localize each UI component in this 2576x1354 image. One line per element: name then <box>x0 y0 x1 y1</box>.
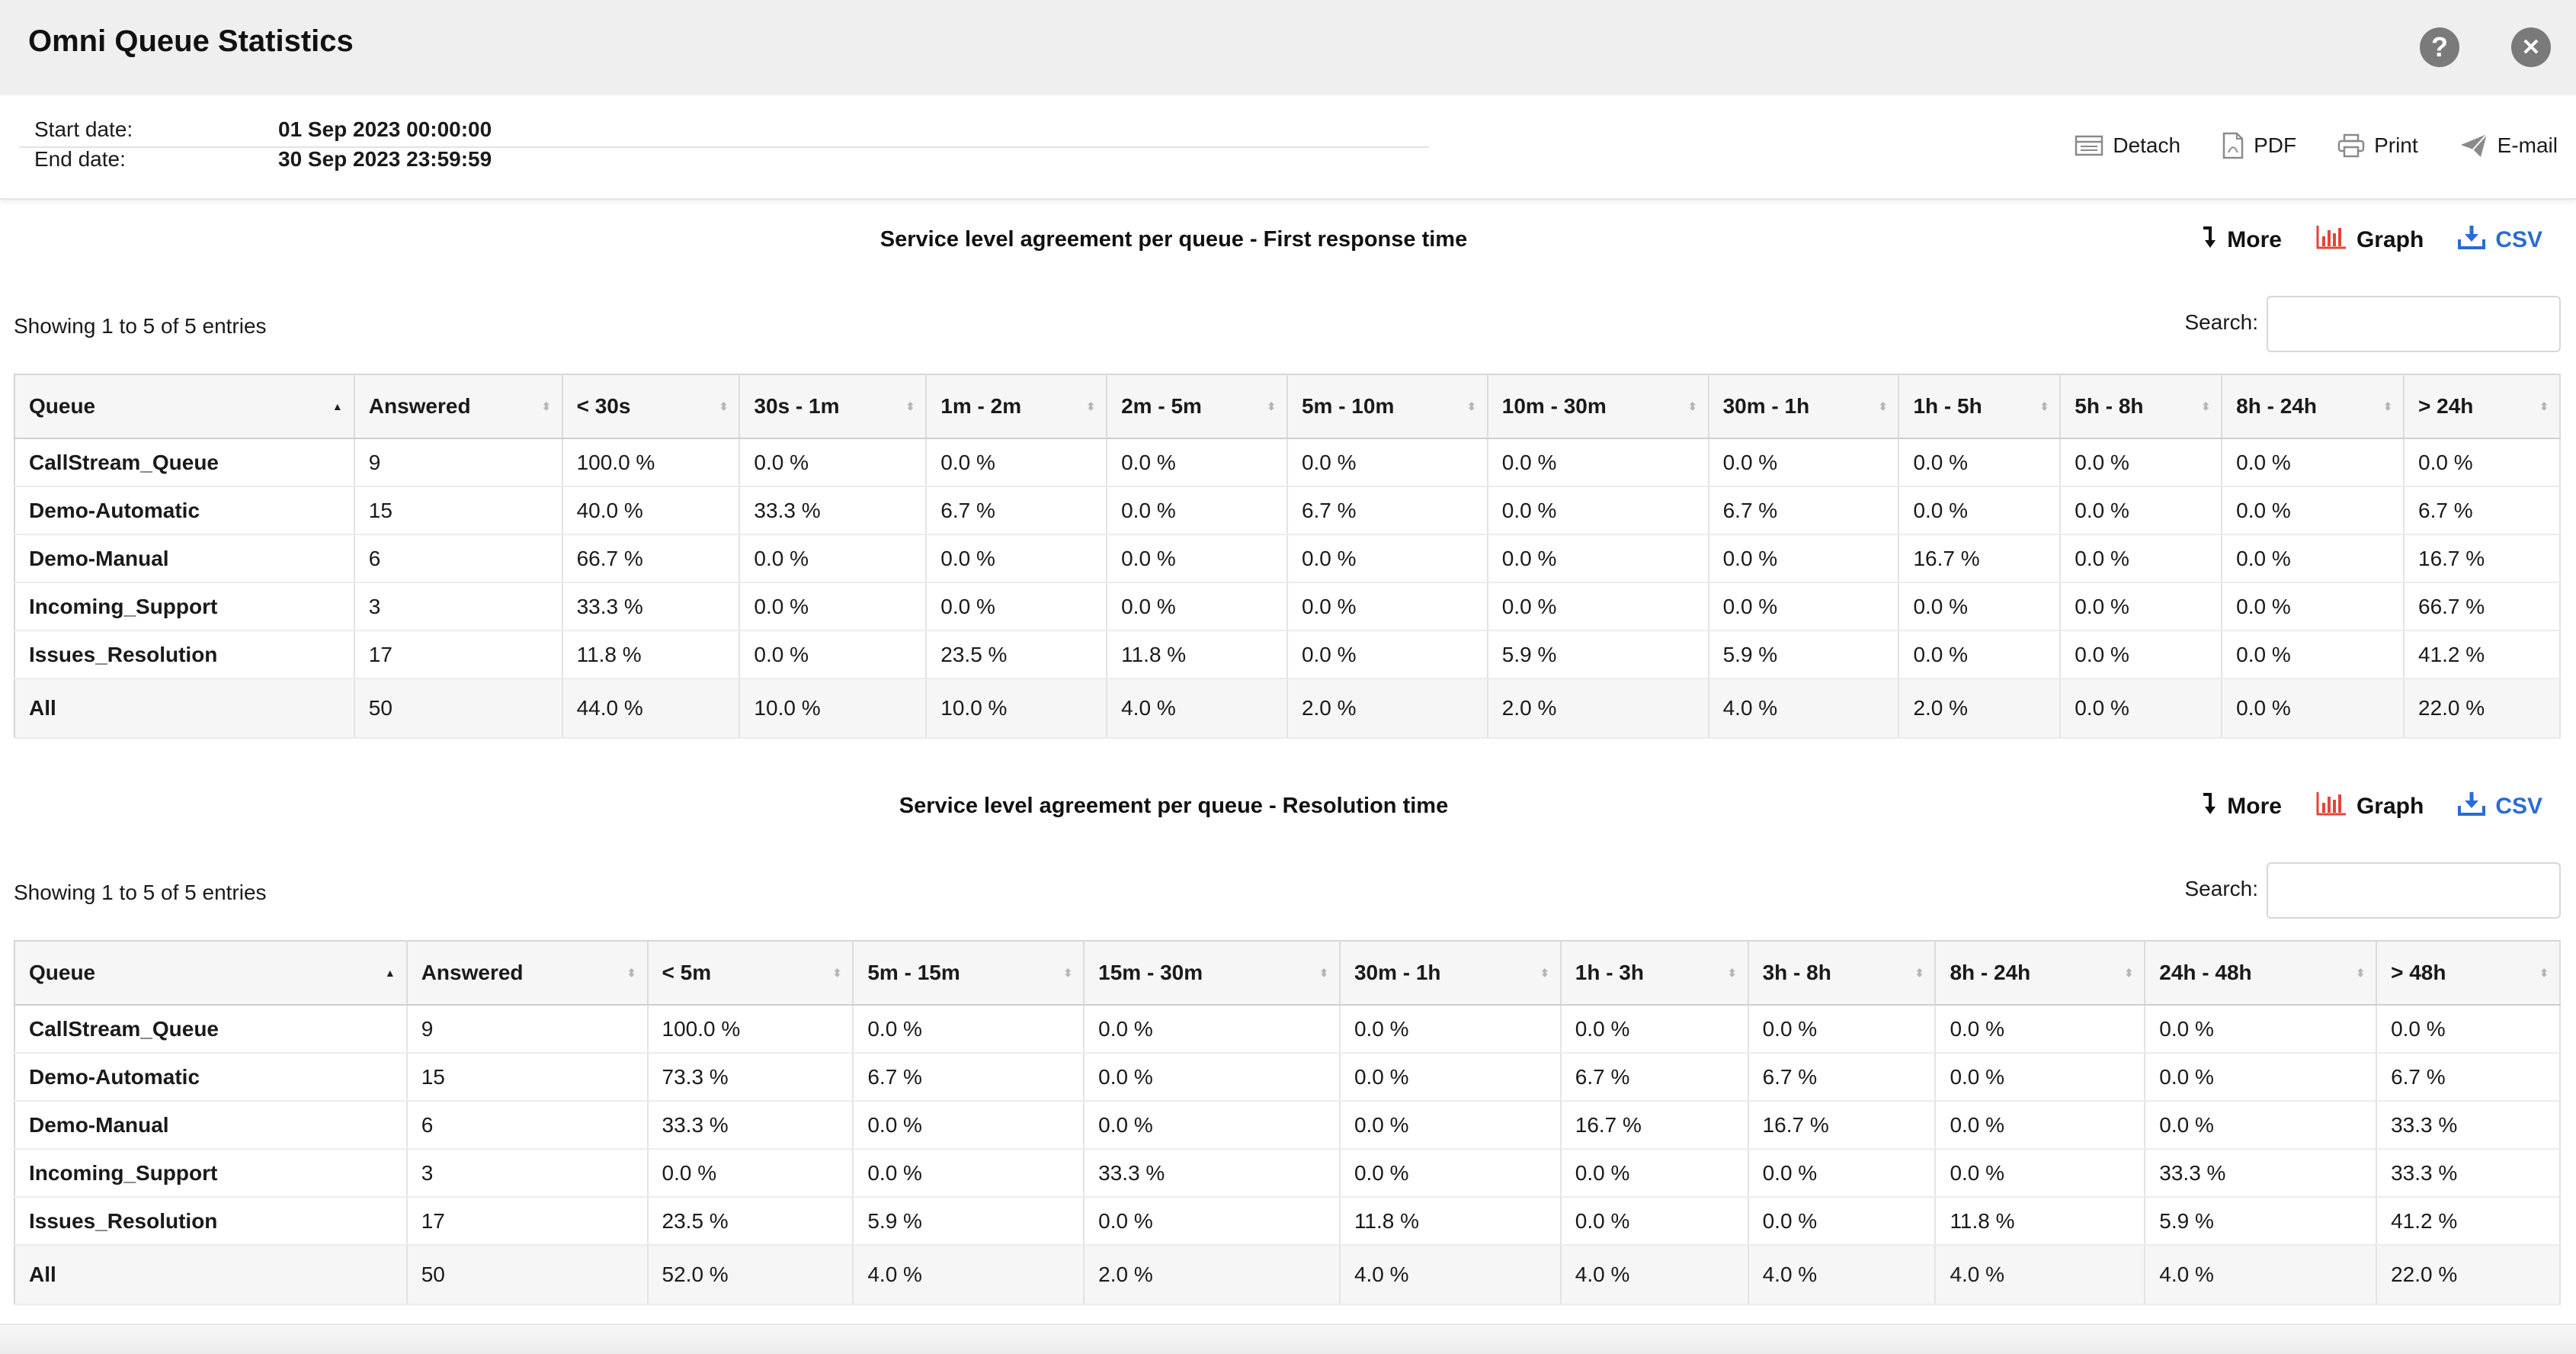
date-range-header <box>0 95 2576 200</box>
queue-name-cell: CallStream_Queue <box>14 438 354 486</box>
table-cell: 0.0 % <box>2060 582 2222 630</box>
table-cell: 33.3 % <box>2376 1149 2560 1197</box>
table-cell: 33.3 % <box>1084 1149 1340 1197</box>
table-cell: 5.9 % <box>1488 630 1709 679</box>
csv-label: CSV <box>2495 227 2542 252</box>
search-label: Search: <box>2184 310 2258 334</box>
graph-button[interactable] <box>2315 224 2424 256</box>
column-header[interactable] <box>562 374 740 438</box>
table-cell: 0.0 % <box>853 1149 1084 1197</box>
column-header[interactable] <box>2145 941 2376 1005</box>
queue-name-cell: Issues_Resolution <box>14 630 354 679</box>
search-input[interactable] <box>2267 296 2561 352</box>
pdf-button[interactable] <box>2222 132 2296 159</box>
queue-name-cell: Demo-Manual <box>14 1101 407 1149</box>
send-icon <box>2459 133 2488 159</box>
sort-icon: ⬍ <box>1878 400 1888 412</box>
resolution-table <box>14 940 2561 1305</box>
table-cell: 0.0 % <box>1287 582 1488 630</box>
column-header[interactable] <box>1287 374 1488 438</box>
email-label: E-mail <box>2497 133 2558 157</box>
queue-name-cell: Demo-Manual <box>14 534 354 582</box>
queue-name-cell: Incoming_Support <box>14 582 354 630</box>
table-cell: 73.3 % <box>648 1053 854 1101</box>
table-cell: 0.0 % <box>1084 1197 1340 1245</box>
table-cell: 16.7 % <box>1561 1101 1748 1149</box>
column-header-label: 5m - 10m <box>1301 394 1395 418</box>
total-cell: 4.0 % <box>1935 1245 2145 1304</box>
column-header-label: 3h - 8h <box>1762 961 1831 984</box>
divider <box>19 146 1429 148</box>
sort-icon: ⬍ <box>626 967 636 979</box>
table-cell: 0.0 % <box>2222 630 2404 679</box>
column-header[interactable] <box>1488 374 1709 438</box>
table-cell: 16.7 % <box>2404 534 2560 582</box>
total-cell: 50 <box>407 1245 648 1304</box>
sort-ascending-icon: ▲ <box>384 967 396 979</box>
bar-chart-icon <box>2315 791 2347 823</box>
column-header-label: 8h - 24h <box>2236 394 2317 418</box>
table-total-row <box>14 1245 2560 1304</box>
sort-icon: ⬍ <box>1319 967 1328 979</box>
total-cell: 0.0 % <box>2060 679 2222 738</box>
queue-name-cell: Demo-Automatic <box>14 1053 407 1101</box>
title-bar <box>0 0 2576 95</box>
column-header-label: 5m - 15m <box>867 961 960 984</box>
column-header-label: < 5m <box>662 961 712 984</box>
table-cell: 0.0 % <box>1287 534 1488 582</box>
table-cell: 0.0 % <box>926 438 1107 486</box>
table-row <box>14 582 2560 630</box>
table-cell: 6.7 % <box>926 486 1107 534</box>
table-cell: 6 <box>354 534 562 582</box>
table-cell: 0.0 % <box>739 582 926 630</box>
table-cell: 15 <box>407 1053 648 1101</box>
column-header-label: 5h - 8h <box>2075 394 2144 418</box>
table-cell: 0.0 % <box>1898 438 2060 486</box>
table-cell: 0.0 % <box>1287 630 1488 679</box>
pdf-label: PDF <box>2254 133 2297 157</box>
more-label: More <box>2227 794 2282 819</box>
column-header-label: 30s - 1m <box>754 394 840 418</box>
total-cell: 10.0 % <box>926 679 1107 738</box>
sort-icon: ⬍ <box>1540 967 1549 979</box>
download-icon <box>2457 224 2486 256</box>
table-cell: 0.0 % <box>926 582 1107 630</box>
more-button[interactable] <box>2201 791 2282 823</box>
start-date-label: Start date: <box>34 117 133 141</box>
total-cell: 2.0 % <box>1898 679 2060 738</box>
arrow-down-icon <box>2201 791 2218 822</box>
entries-info: Showing 1 to 5 of 5 entries <box>14 314 267 338</box>
table-cell: 5.9 % <box>853 1197 1084 1245</box>
table-cell: 11.8 % <box>562 630 740 679</box>
column-header-label: Queue <box>29 394 96 418</box>
table-cell: 0.0 % <box>648 1149 854 1197</box>
table-cell: 0.0 % <box>853 1101 1084 1149</box>
table-header-row <box>14 374 2560 438</box>
table-cell: 0.0 % <box>1107 486 1287 534</box>
column-header[interactable] <box>926 374 1107 438</box>
search-input[interactable] <box>2267 862 2561 919</box>
table-cell: 5.9 % <box>2145 1197 2376 1245</box>
bar-chart-icon <box>2315 224 2347 256</box>
queue-name-cell: CallStream_Queue <box>14 1005 407 1053</box>
more-button[interactable] <box>2201 224 2282 256</box>
total-cell: 50 <box>354 679 562 738</box>
table-cell: 0.0 % <box>1340 1149 1561 1197</box>
start-date-value: 01 Sep 2023 00:00:00 <box>278 117 492 141</box>
sort-icon: ⬍ <box>2383 400 2392 412</box>
table-cell: 40.0 % <box>562 486 740 534</box>
download-icon <box>2457 791 2486 823</box>
table-cell: 0.0 % <box>2145 1005 2376 1053</box>
column-header[interactable] <box>1709 374 1899 438</box>
table-cell: 33.3 % <box>2376 1101 2560 1149</box>
table-cell: 0.0 % <box>1340 1053 1561 1101</box>
total-cell: 4.0 % <box>1748 1245 1936 1304</box>
table-cell: 11.8 % <box>1340 1197 1561 1245</box>
table-cell: 0.0 % <box>2376 1005 2560 1053</box>
entries-info: Showing 1 to 5 of 5 entries <box>14 881 267 904</box>
table-cell: 0.0 % <box>2404 438 2560 486</box>
csv-button[interactable] <box>2457 224 2542 256</box>
column-header[interactable] <box>14 941 407 1005</box>
report-actions <box>2075 132 2558 159</box>
total-cell: 44.0 % <box>562 679 740 738</box>
sort-icon: ⬍ <box>1267 400 1276 412</box>
table-cell: 6.7 % <box>1709 486 1899 534</box>
total-cell: 2.0 % <box>1488 679 1709 738</box>
table-cell: 100.0 % <box>648 1005 854 1053</box>
column-header-label: 2m - 5m <box>1121 394 1202 418</box>
table-cell: 0.0 % <box>1898 582 2060 630</box>
table-row <box>14 1197 2560 1245</box>
table-row <box>14 534 2560 582</box>
column-header[interactable] <box>2060 374 2222 438</box>
pdf-icon <box>2222 132 2244 159</box>
end-date-value: 30 Sep 2023 23:59:59 <box>278 147 492 171</box>
arrow-down-icon <box>2201 225 2218 255</box>
table-cell: 0.0 % <box>1287 438 1488 486</box>
table-cell: 11.8 % <box>1107 630 1287 679</box>
sort-icon: ⬍ <box>905 400 915 412</box>
table-cell: 66.7 % <box>2404 582 2560 630</box>
table-cell: 0.0 % <box>1084 1101 1340 1149</box>
table-row <box>14 1149 2560 1197</box>
column-header[interactable] <box>2376 941 2560 1005</box>
printer-icon <box>2337 133 2365 158</box>
detach-label: Detach <box>2113 133 2181 157</box>
sort-icon: ⬍ <box>1727 967 1737 979</box>
table-cell: 0.0 % <box>2222 486 2404 534</box>
table-cell: 33.3 % <box>739 486 926 534</box>
sort-icon: ⬍ <box>2539 967 2549 979</box>
table-row <box>14 1005 2560 1053</box>
total-cell: 52.0 % <box>648 1245 854 1304</box>
table-row <box>14 1053 2560 1101</box>
sort-icon: ⬍ <box>2539 400 2549 412</box>
table-cell: 3 <box>407 1149 648 1197</box>
table-row <box>14 630 2560 679</box>
column-header-label: 1h - 5h <box>1913 394 1982 418</box>
column-header-label: Queue <box>29 961 96 984</box>
sort-ascending-icon: ▲ <box>332 400 343 412</box>
column-header-label: 1h - 3h <box>1575 961 1644 984</box>
sort-icon: ⬍ <box>2201 400 2211 412</box>
table-cell: 0.0 % <box>1748 1197 1936 1245</box>
queue-name-cell: Issues_Resolution <box>14 1197 407 1245</box>
total-cell: 22.0 % <box>2404 679 2560 738</box>
table-cell: 0.0 % <box>2222 582 2404 630</box>
table-cell: 0.0 % <box>2145 1053 2376 1101</box>
table-cell: 0.0 % <box>1488 582 1709 630</box>
column-header[interactable] <box>2404 374 2560 438</box>
total-cell: 22.0 % <box>2376 1245 2560 1304</box>
column-header[interactable] <box>1340 941 1561 1005</box>
more-label: More <box>2227 227 2282 252</box>
table-cell: 17 <box>354 630 562 679</box>
csv-label: CSV <box>2495 794 2542 819</box>
print-button[interactable] <box>2337 132 2418 159</box>
sort-icon: ⬍ <box>1086 400 1096 412</box>
table-cell: 9 <box>407 1005 648 1053</box>
detach-button[interactable] <box>2075 132 2180 159</box>
table-cell: 0.0 % <box>1084 1053 1340 1101</box>
table-cell: 0.0 % <box>1709 582 1899 630</box>
table-cell: 100.0 % <box>562 438 740 486</box>
sort-icon: ⬍ <box>719 400 729 412</box>
table-cell: 0.0 % <box>1107 582 1287 630</box>
column-header-label: Answered <box>421 961 524 984</box>
csv-button[interactable] <box>2457 791 2542 823</box>
table-cell: 0.0 % <box>1488 486 1709 534</box>
total-cell: 10.0 % <box>739 679 926 738</box>
table-cell: 0.0 % <box>1935 1101 2145 1149</box>
table-cell: 0.0 % <box>1107 438 1287 486</box>
sort-icon: ⬍ <box>1914 967 1924 979</box>
total-cell: 2.0 % <box>1287 679 1488 738</box>
total-label-cell: All <box>14 1245 407 1304</box>
table-header-row <box>14 941 2560 1005</box>
table-cell: 0.0 % <box>1898 486 2060 534</box>
column-header-label: > 48h <box>2391 961 2446 984</box>
first-response-table <box>14 374 2561 739</box>
total-cell: 4.0 % <box>853 1245 1084 1304</box>
table-cell: 0.0 % <box>1107 534 1287 582</box>
section-tools <box>2201 791 2542 823</box>
column-header[interactable] <box>2222 374 2404 438</box>
table-cell: 16.7 % <box>1748 1101 1936 1149</box>
section-tools <box>2201 224 2542 256</box>
footer-divider <box>0 1324 2576 1354</box>
section-title: Service level agreement per queue - Resolution time <box>899 794 1449 818</box>
table-cell: 0.0 % <box>1561 1197 1748 1245</box>
search-label: Search: <box>2184 877 2258 900</box>
column-header[interactable] <box>1935 941 2145 1005</box>
table-cell: 41.2 % <box>2376 1197 2560 1245</box>
column-header-label: 1m - 2m <box>940 394 1022 418</box>
table-cell: 0.0 % <box>1898 630 2060 679</box>
column-header-label: 10m - 30m <box>1501 394 1607 418</box>
total-cell: 4.0 % <box>1340 1245 1561 1304</box>
sort-icon: ⬍ <box>1063 967 1073 979</box>
column-header-label: > 24h <box>2418 394 2474 418</box>
table-cell: 6.7 % <box>1561 1053 1748 1101</box>
column-header-label: 30m - 1h <box>1722 394 1810 418</box>
help-icon[interactable]: ? <box>2420 27 2459 67</box>
column-header[interactable] <box>648 941 854 1005</box>
column-header[interactable] <box>1898 374 2060 438</box>
table-cell: 0.0 % <box>1340 1005 1561 1053</box>
table-cell: 66.7 % <box>562 534 740 582</box>
table-cell: 11.8 % <box>1935 1197 2145 1245</box>
table-row <box>14 1101 2560 1149</box>
queue-name-cell: Demo-Automatic <box>14 486 354 534</box>
sort-icon: ⬍ <box>2124 967 2134 979</box>
column-header[interactable] <box>1561 941 1748 1005</box>
total-label-cell: All <box>14 679 354 738</box>
column-header[interactable] <box>407 941 648 1005</box>
total-cell: 0.0 % <box>2222 679 2404 738</box>
total-cell: 2.0 % <box>1084 1245 1340 1304</box>
table-cell: 0.0 % <box>1488 534 1709 582</box>
table-cell: 0.0 % <box>1709 438 1899 486</box>
graph-button[interactable] <box>2315 791 2424 823</box>
table-cell: 6 <box>407 1101 648 1149</box>
sort-icon: ⬍ <box>2356 967 2366 979</box>
table-cell: 0.0 % <box>2222 534 2404 582</box>
column-header-label: < 30s <box>576 394 631 418</box>
table-cell: 0.0 % <box>2060 486 2222 534</box>
column-header[interactable] <box>739 374 926 438</box>
total-cell: 4.0 % <box>1561 1245 1748 1304</box>
table-cell: 3 <box>354 582 562 630</box>
table-cell: 0.0 % <box>2060 630 2222 679</box>
sort-icon: ⬍ <box>1467 400 1476 412</box>
column-header[interactable] <box>14 374 354 438</box>
table-cell: 33.3 % <box>562 582 740 630</box>
column-header-label: 15m - 30m <box>1098 961 1203 984</box>
column-header[interactable] <box>354 374 562 438</box>
table-cell: 0.0 % <box>739 438 926 486</box>
end-date-label: End date: <box>34 147 126 171</box>
table-cell: 6.7 % <box>2404 486 2560 534</box>
total-cell: 4.0 % <box>1709 679 1899 738</box>
table-cell: 0.0 % <box>926 534 1107 582</box>
table-cell: 6.7 % <box>2376 1053 2560 1101</box>
table-cell: 0.0 % <box>1935 1005 2145 1053</box>
section-title: Service level agreement per queue - First response time <box>879 227 1468 252</box>
sort-icon: ⬍ <box>832 967 842 979</box>
table-cell: 41.2 % <box>2404 630 2560 679</box>
table-cell: 0.0 % <box>1561 1149 1748 1197</box>
window-title: Omni Queue Statistics <box>28 24 354 58</box>
column-header[interactable] <box>853 941 1084 1005</box>
column-header-label: 30m - 1h <box>1354 961 1441 984</box>
print-label: Print <box>2374 133 2418 157</box>
table-cell: 0.0 % <box>1561 1005 1748 1053</box>
graph-label: Graph <box>2356 227 2424 252</box>
table-cell: 6.7 % <box>853 1053 1084 1101</box>
table-cell: 6.7 % <box>1748 1053 1936 1101</box>
table-row <box>14 438 2560 486</box>
column-header-label: Answered <box>368 394 471 418</box>
table-cell: 0.0 % <box>2145 1101 2376 1149</box>
table-cell: 17 <box>407 1197 648 1245</box>
table-total-row <box>14 679 2560 738</box>
table-cell: 0.0 % <box>739 630 926 679</box>
table-cell: 23.5 % <box>648 1197 854 1245</box>
table-cell: 0.0 % <box>1748 1149 1936 1197</box>
table-cell: 16.7 % <box>1898 534 2060 582</box>
table-cell: 33.3 % <box>2145 1149 2376 1197</box>
total-cell: 4.0 % <box>2145 1245 2376 1304</box>
column-header[interactable] <box>1107 374 1287 438</box>
email-button[interactable] <box>2459 132 2558 159</box>
table-cell: 9 <box>354 438 562 486</box>
table-cell: 23.5 % <box>926 630 1107 679</box>
close-icon[interactable]: ✕ <box>2511 27 2551 67</box>
table-cell: 0.0 % <box>2060 438 2222 486</box>
table-cell: 0.0 % <box>2222 438 2404 486</box>
table-cell: 0.0 % <box>853 1005 1084 1053</box>
table-row <box>14 486 2560 534</box>
sort-icon: ⬍ <box>2039 400 2049 412</box>
table-cell: 0.0 % <box>1084 1005 1340 1053</box>
graph-label: Graph <box>2356 794 2424 819</box>
table-cell: 5.9 % <box>1709 630 1899 679</box>
table-cell: 0.0 % <box>2060 534 2222 582</box>
table-cell: 0.0 % <box>1935 1149 2145 1197</box>
total-cell: 4.0 % <box>1107 679 1287 738</box>
column-header[interactable] <box>1084 941 1340 1005</box>
table-cell: 0.0 % <box>1709 534 1899 582</box>
table-cell: 0.0 % <box>1340 1101 1561 1149</box>
column-header-label: 8h - 24h <box>1950 961 2031 984</box>
table-cell: 6.7 % <box>1287 486 1488 534</box>
table-cell: 0.0 % <box>1488 438 1709 486</box>
column-header-label: 24h - 48h <box>2159 961 2252 984</box>
table-cell: 0.0 % <box>1748 1005 1936 1053</box>
table-cell: 0.0 % <box>739 534 926 582</box>
detach-icon <box>2075 134 2103 157</box>
queue-name-cell: Incoming_Support <box>14 1149 407 1197</box>
column-header[interactable] <box>1748 941 1936 1005</box>
table-cell: 15 <box>354 486 562 534</box>
table-cell: 33.3 % <box>648 1101 854 1149</box>
table-cell: 0.0 % <box>1935 1053 2145 1101</box>
sort-icon: ⬍ <box>1687 400 1697 412</box>
sort-icon: ⬍ <box>541 400 551 412</box>
